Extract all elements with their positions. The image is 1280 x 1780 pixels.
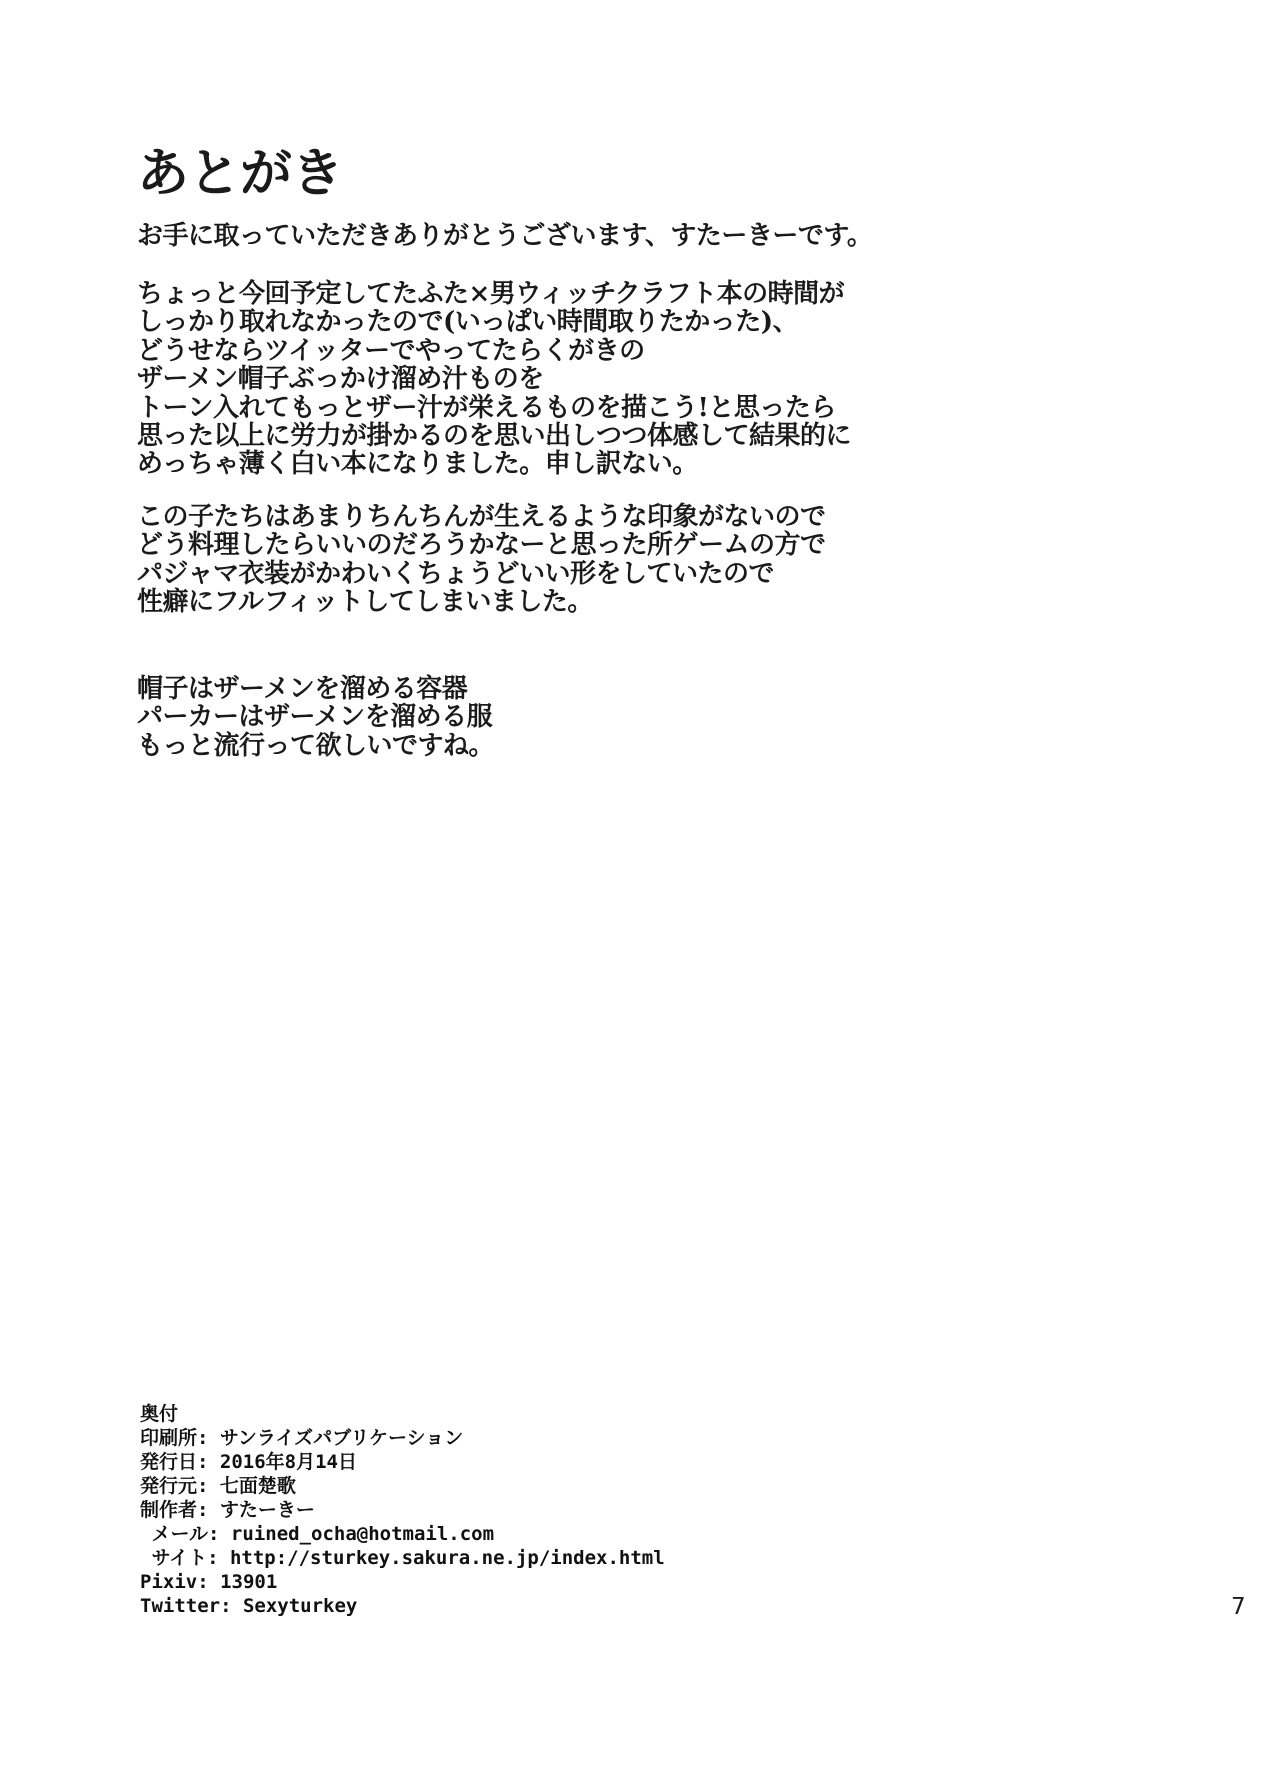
greeting-paragraph — [137, 222, 872, 250]
text-line: パジャマ衣装がかわいくちょうどいい形をしていたので — [137, 558, 774, 589]
colophon-printer: 印刷所: サンライズパブリケーション — [140, 1427, 464, 1449]
text-line: お手に取っていただきありがとうございます、すたーきーです。 — [137, 221, 873, 251]
body-paragraph-2 — [137, 503, 826, 617]
text-line: どう料理したらいいのだろうかなーと思った所ゲームの方で — [137, 530, 826, 561]
body-paragraph-3 — [137, 675, 494, 760]
text-line: トーン入れてもっとザー汁が栄えるものを描こう!と思ったら — [137, 392, 836, 423]
afterword-heading: あとがき — [137, 143, 344, 204]
text-line: ちょっと今回予定してたふた×男ウィッチクラフト本の時間が — [137, 279, 845, 309]
colophon-twitter: Twitter: Sexyturkey — [140, 1595, 358, 1617]
colophon-publish-date: 発行日: 2016年8月14日 — [140, 1451, 357, 1473]
text-line: どうせならツイッターでやってたらくがきの — [137, 335, 645, 366]
colophon-heading: 奥付 — [140, 1403, 179, 1425]
page-number: 7 — [1231, 1594, 1246, 1620]
colophon-website: サイト: http://sturkey.sakura.ne.jp/index.html — [140, 1547, 665, 1569]
text-line: 帽子はザーメンを溜める容器 — [137, 674, 468, 704]
text-line: 思った以上に労力が掛かるのを思い出しつつ体感して結果的に — [137, 421, 852, 452]
colophon-publisher: 発行元: 七面楚歌 — [140, 1475, 296, 1497]
colophon-email: メール: ruined_ocha@hotmail.com — [140, 1523, 495, 1545]
colophon-author: 制作者: すたーきー — [140, 1499, 315, 1521]
text-line: 性癖にフルフィットしてしまいました。 — [137, 587, 593, 618]
colophon-section — [140, 1402, 665, 1618]
text-line: パーカーはザーメンを溜める服 — [137, 702, 493, 733]
colophon-pixiv: Pixiv: 13901 — [140, 1571, 278, 1593]
text-line: もっと流行って欲しいですね。 — [137, 730, 495, 761]
text-line: めっちゃ薄く白い本になりました。申し訳ない。 — [137, 449, 698, 480]
text-line: ザーメン帽子ぶっかけ溜め汁ものを — [137, 364, 544, 395]
text-line: この子たちはあまりちんちんが生えるような印象がないので — [137, 502, 826, 532]
body-paragraph-1 — [137, 280, 851, 479]
text-line: しっかり取れなかったので(いっぱい時間取りたかった)、 — [137, 307, 799, 338]
